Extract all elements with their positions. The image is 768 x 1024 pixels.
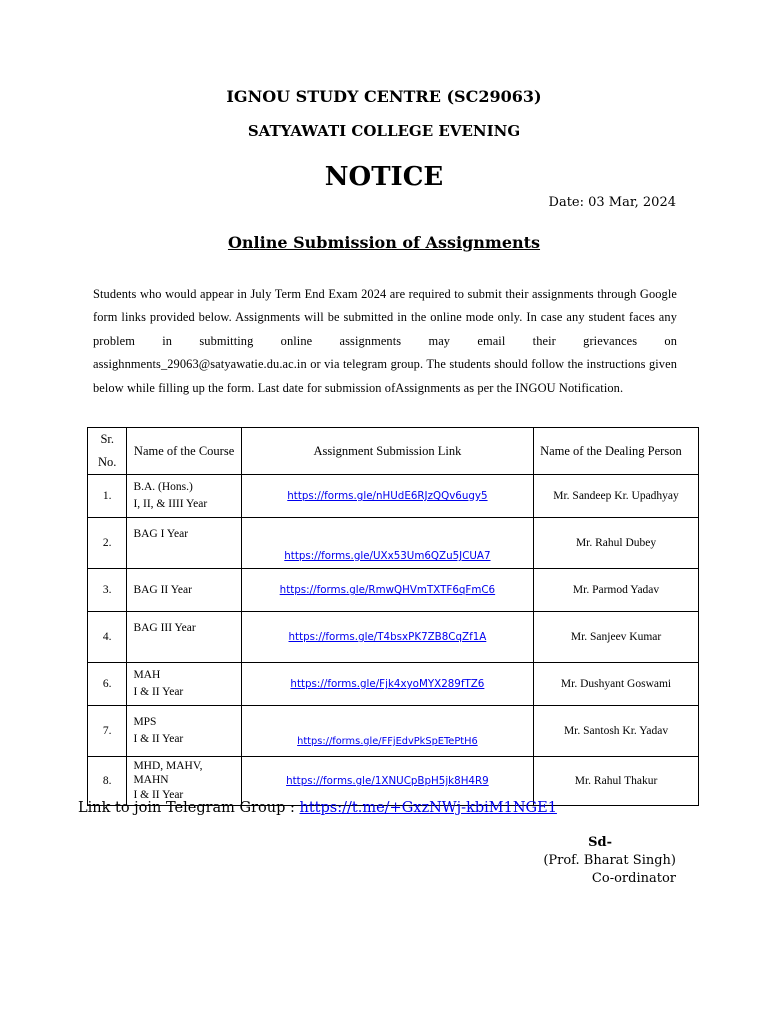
header-course: Name of the Course [127,428,241,475]
assignment-form-link[interactable]: https://forms.gle/Fjk4xyoMYX289fTZ6 [290,678,485,690]
assignment-form-link[interactable]: https://forms.gle/RmwQHVmTXTF6qFmC6 [279,584,496,596]
table-row [88,757,699,806]
row-person: Mr. Parmod Yadav [534,569,699,612]
college-heading: SATYAWATI COLLEGE EVENING [247,122,521,140]
row-link-cell [241,475,533,518]
row-link-cell [241,612,533,663]
notice-date: Date: 03 Mar, 2024 [548,195,676,210]
notice-subject: Online Submission of Assignments [227,233,541,252]
course-line-2: I & II Year [133,733,184,745]
assignment-table [87,427,699,806]
table-header-row [88,428,699,475]
signature-block [543,834,676,888]
course-line-2: I & II Year [133,686,184,698]
row-link-cell [241,706,533,757]
row-person: Mr. Sandeep Kr. Upadhyay [534,475,699,518]
table-row [88,663,699,706]
notice-body: Students who would appear in July Term End Exam 2024 are required to submit their assignments through Google form links provided below. Assignments will be submitted in the online mode only. In case any student faces any problem in submitting online assignments may email their grievances on assighnments_29063@satyawatie.du.ac.in or via telegram group. The students should follow the instructions given below while filling up the form. Last date for submission ofAssignments as per the INGOU Notification. [93,287,677,395]
course-line-1: BAG III Year [133,622,196,634]
header-sr-no: Sr. No. [88,428,127,475]
course-line-2: I & II Year [133,788,184,801]
row-course [127,706,241,757]
table-row [88,475,699,518]
row-person: Mr. Rahul Dubey [534,518,699,569]
assignment-form-link[interactable]: https://forms.gle/nHUdE6RJzQQv6ugy5 [287,490,488,502]
row-sr: 3. [88,569,127,612]
assignment-form-link[interactable]: https://forms.gle/T4bsxPK7ZB8CqZf1A [288,631,487,643]
row-course [127,569,241,612]
row-sr: 7. [88,706,127,757]
table-row [88,518,699,569]
assignment-form-link[interactable]: https://forms.gle/UXx53Um6QZu5JCUA7 [284,550,491,562]
course-line-1: MAH [133,669,161,681]
header-person: Name of the Dealing Person [534,428,699,475]
signatory-name: (Prof. Bharat Singh) [543,853,676,868]
course-line-1: BAG II Year [133,583,192,596]
row-sr: 2. [88,518,127,569]
row-course [127,475,241,518]
telegram-line [78,800,557,816]
assignment-form-link[interactable]: https://forms.gle/1XNUCpBpH5jk8H4R9 [286,775,489,787]
row-person: Mr. Rahul Thakur [534,757,699,806]
row-sr: 1. [88,475,127,518]
row-person: Mr. Santosh Kr. Yadav [534,706,699,757]
row-sr: 6. [88,663,127,706]
header-link: Assignment Submission Link [241,428,533,475]
course-line-1: MHD, MAHV, MAHN [133,759,203,786]
table-row [88,706,699,757]
row-person: Mr. Dushyant Goswami [534,663,699,706]
study-centre-heading: IGNOU STUDY CENTRE (SC29063) [226,87,542,106]
row-course [127,757,241,806]
signatory-role: Co-ordinator [591,871,676,886]
notice-title: NOTICE [324,162,444,192]
row-sr: 4. [88,612,127,663]
table-row [88,612,699,663]
row-person: Mr. Sanjeev Kumar [534,612,699,663]
row-course [127,663,241,706]
course-line-1: MPS [133,716,157,728]
table-row [88,569,699,612]
row-sr: 8. [88,757,127,806]
telegram-label: Link to join Telegram Group : [78,800,300,816]
telegram-group-link[interactable]: https://t.me/+GxzNWj-kbiM1NGE1 [299,800,557,816]
course-line-1: BAG I Year [133,528,189,540]
signature-sd: Sd- [588,835,612,850]
course-line-2: I, II, & IIII Year [133,498,208,510]
assignment-form-link[interactable]: https://forms.gle/FFjEdvPkSpETePtH6 [297,736,478,747]
row-link-cell [241,518,533,569]
row-course [127,518,241,569]
row-course [127,612,241,663]
row-link-cell [241,757,533,806]
course-line-1: B.A. (Hons.) [133,481,193,493]
row-link-cell [241,663,533,706]
row-link-cell [241,569,533,612]
